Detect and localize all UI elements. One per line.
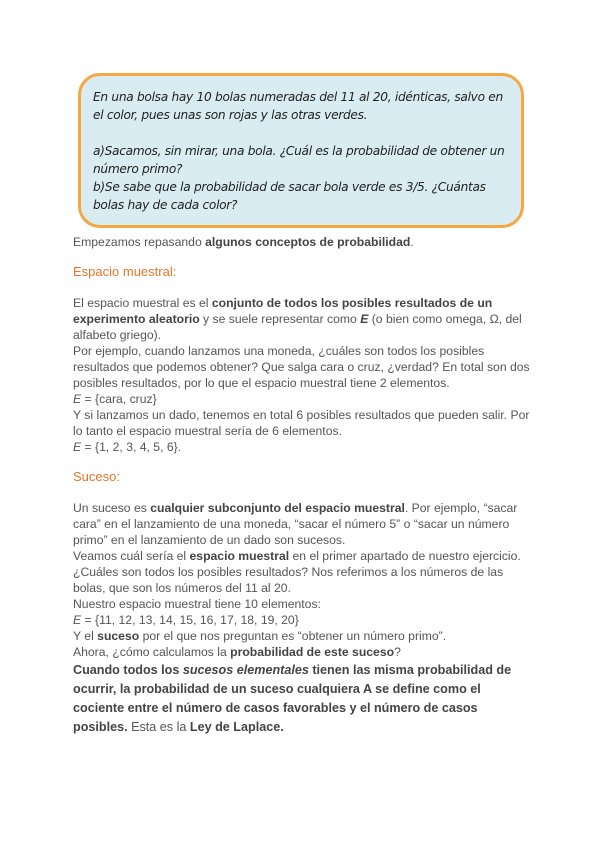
espacio-example-coin: Por ejemplo, cuando lanzamos una moneda, ¿cuáles son todos los posibles resultados que podemos obtener? Que salga cara o cruz, ¿verdad? En total son dos posibles resultados, por lo que el espacio muestral tiene 2 elementos. [73,344,530,390]
problem-question-a: a)Sacamos, sin mirar, una bola. ¿Cuál es la probabilidad de obtener un número primo? [93,144,505,176]
text: . Por ejemplo, “sacar cara” en el lanzamiento de una moneda, “sacar el número 5” o “sacar un número primo” en el lanzamiento de un dado son sucesos. [73,501,518,547]
text: en el primer apartado de nuestro ejercicio. ¿Cuáles son todos los posibles resultados? Nos referimos a los números de las bolas, que son los números del 11 al 20. [73,549,521,595]
espacio-set-die [73,439,533,455]
text: Un suceso es [73,501,151,515]
problem-intro: En una bolsa hay 10 bolas numeradas del 11 al 20, idénticas, salvo en el color, pues unas son rojas y las otras verdes. [93,90,503,122]
espacio-set-coin [73,391,533,407]
text: = {cara, cruz} [81,392,157,406]
bold-text: Cuando todos los [73,663,183,677]
suceso-definition [73,500,533,548]
bold-italic-text: sucesos elementales [182,663,309,677]
text: Y el [73,629,98,643]
bold-text: suceso [97,629,140,643]
bold-text: Ley de Laplace. [189,720,284,734]
bold-text: espacio muestral [189,549,290,563]
intro-text: Empezamos repasando [73,235,206,249]
document-body [73,234,533,737]
text: y se suele representar como [199,312,361,326]
text: (o bien como omega, Ω, del alfabeto griego). [73,312,522,342]
symbol-e: E [73,440,82,454]
text: por el que nos preguntan es “obtener un número primo”. [139,629,447,643]
symbol-e: E [73,613,82,627]
section-heading-suceso: Suceso: [73,469,120,484]
symbol-e: E [360,312,369,326]
suceso-set [73,612,533,628]
bold-text: cualquier subconjunto del espacio muestral [150,501,405,515]
text: = {11, 12, 13, 14, 15, 16, 17, 18, 19, 20} [81,613,299,627]
suceso-question [73,628,533,644]
intro-paragraph [73,234,533,250]
bold-text: probabilidad de este suceso [230,645,395,659]
text: Veamos cuál sería el [73,549,190,563]
section-heading-espacio-muestral: Espacio muestral: [73,264,177,279]
problem-box [78,73,524,228]
espacio-definition [73,295,533,343]
text: Ahora, ¿cómo calculamos la [73,645,231,659]
text: ? [394,645,401,659]
text: = {1, 2, 3, 4, 5, 6}. [81,440,182,454]
symbol-e: E [73,392,82,406]
problem-question-b: b)Se sabe que la probabilidad de sacar bola verde es 3/5. ¿Cuántas bolas hay de cada color? [93,180,486,212]
text: Esta es la [127,720,190,734]
espacio-example-die: Y si lanzamos un dado, tenemos en total 6 posibles resultados que pueden salir. Por lo tanto el espacio muestral sería de 6 elementos. [73,408,530,438]
intro-bold: algunos conceptos de probabilidad [205,235,411,249]
suceso-how [73,644,533,660]
suceso-exercise [73,548,533,596]
bold-text: tienen las misma probabilidad de ocurrir, la probabilidad de un suceso cualquiera A se define como el cociente entre el número de casos favorables y el número de casos posibles. [73,663,512,734]
problem-gap [93,124,511,142]
bold-text: conjunto de todos los posibles resultados de un experimento aleatorio [73,296,493,326]
suceso-count: Nuestro espacio muestral tiene 10 elementos: [73,597,321,611]
text: El espacio muestral es el [73,296,212,310]
laplace-definition [73,661,533,737]
intro-text-end: . [410,235,414,249]
